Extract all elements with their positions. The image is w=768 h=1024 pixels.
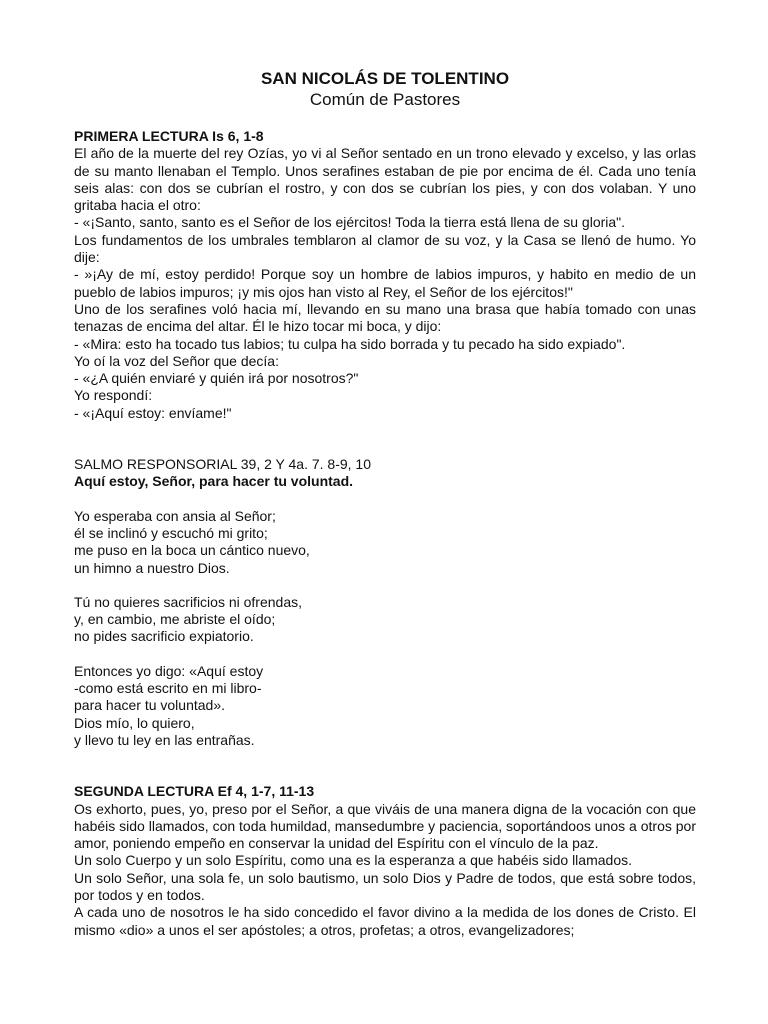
salmo-response: Aquí estoy, Señor, para hacer tu voluntad.: [74, 473, 354, 490]
primera-paragraph: - «¡Aquí estoy: envíame!": [74, 404, 232, 421]
primera-paragraph: - «¡Santo, santo, santo es el Señor de los ejércitos! Toda la tierra está llena de su gloria".: [74, 214, 626, 231]
psalm-verse: Tú no quieres sacrificios ni ofrendas,: [74, 593, 302, 610]
segunda-lectura-heading: SEGUNDA LECTURA Ef 4, 1-7, 11-13: [74, 783, 315, 800]
primera-lectura-heading: PRIMERA LECTURA Is 6, 1-8: [74, 128, 264, 144]
primera-paragraph: Yo oí la voz del Señor que decía:: [74, 352, 279, 369]
primera-paragraph: - «Mira: esto ha tocado tus labios; tu culpa ha sido borrada y tu pecado ha sido expiado".: [74, 335, 626, 352]
primera-paragraph: - «¿A quién enviaré y quién irá por nosotros?": [74, 370, 359, 387]
psalm-verse: me puso en la boca un cántico nuevo,: [74, 542, 310, 559]
psalm-verse: y, en cambio, me abriste el oído;: [74, 611, 276, 628]
psalm-verse: Dios mío, lo quiero,: [74, 714, 195, 731]
salmo-heading: SALMO RESPONSORIAL 39, 2 Y 4a. 7. 8-9, 10: [74, 456, 372, 473]
primera-paragraph: Yo respondí:: [74, 387, 153, 404]
psalm-verse: no pides sacrificio expiatorio.: [74, 628, 254, 645]
segunda-paragraph: A cada uno de nosotros le ha sido concedido el favor divino a la medida de los dones de Cristo. El mismo «dio» a unos el ser apóstoles; a otros, profetas; a otros, evangelizadores;: [74, 904, 696, 938]
psalm-verse: Entonces yo digo: «Aquí estoy: [74, 662, 264, 679]
document-title: SAN NICOLÁS DE TOLENTINO: [260, 69, 510, 88]
primera-paragraph: El año de la muerte del rey Ozías, yo vi al Señor sentado en un trono elevado y excelso, y las orlas de su manto llenaban el Templo. Unos serafines estaban de pie por encima de él. Cada uno tenía seis alas: con dos se cubrían el rostro, y con dos se cubrían los pies, y con dos volaban. Y uno gritaba hacia el otro:: [74, 145, 696, 214]
psalm-verse: Yo esperaba con ansia al Señor;: [74, 507, 276, 524]
psalm-verse: él se inclinó y escuchó mi grito;: [74, 524, 268, 541]
primera-paragraph: Uno de los serafines voló hacia mí, llevando en su mano una brasa que había tomado con unas tenazas de encima del altar. Él le hizo tocar mi boca, y dijo:: [74, 300, 696, 335]
segunda-paragraph: Un solo Señor, una sola fe, un solo bautismo, un solo Dios y Padre de todos, que está sobre todos, por todos y en todos.: [74, 869, 696, 903]
psalm-verse: un himno a nuestro Dios.: [74, 559, 230, 576]
psalm-verse: y llevo tu ley en las entrañas.: [74, 731, 255, 748]
document-subtitle: Común de Pastores: [309, 90, 461, 109]
primera-paragraph: - »¡Ay de mí, estoy perdido! Porque soy un hombre de labios impuros, y habito en medio de un pueblo de labios impuros; ¡y mis ojos han visto al Rey, el Señor de los ejércitos!": [74, 266, 696, 300]
segunda-paragraph: Os exhorto, pues, yo, preso por el Señor, a que viváis de una manera digna de la vocación con que habéis sido llamados, con toda humildad, mansedumbre y paciencia, soportándoos unos a otros por amor, poniendo empeño en conservar la unidad del Espíritu con el vínculo de la paz.: [74, 800, 696, 852]
document-page: [74, 68, 696, 939]
primera-paragraph: Los fundamentos de los umbrales temblaron al clamor de su voz, y la Casa se llenó de humo. Yo dije:: [74, 231, 696, 266]
psalm-verse: -como está escrito en mi libro-: [74, 680, 262, 697]
psalm-verse: para hacer tu voluntad».: [74, 697, 225, 714]
segunda-paragraph: Un solo Cuerpo y un solo Espíritu, como una es la esperanza a que habéis sido llamados.: [74, 852, 632, 869]
